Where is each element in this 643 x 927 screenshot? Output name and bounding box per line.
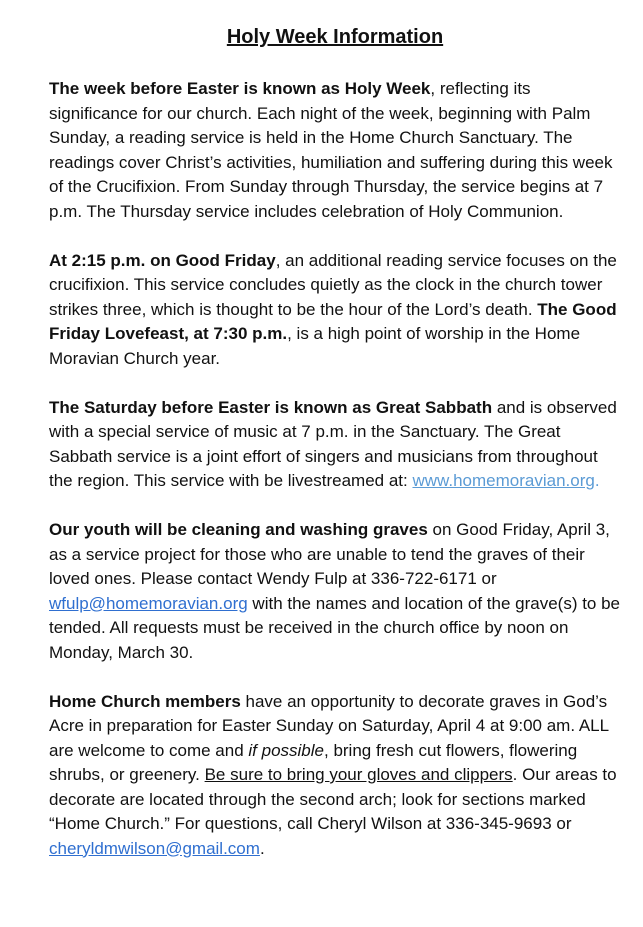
lovefeast-highlight: The Good Friday Lovefeast, at 7:30 p.m. [49,299,617,343]
paragraph-text: , is a high point of worship in the Home Moravian Church year. [49,324,581,368]
paragraph-text: on Good Friday, April 3, as a service project for those who are unable to tend the graves of their loved ones. Please contact Wendy Fulp at 336-722-6171 or [49,520,610,588]
paragraph-lead: Our youth will be cleaning and washing graves [49,520,428,539]
document-page [49,24,621,886]
paragraph-text: . Our areas to decorate are located through the second arch; look for sections marked “Home Church.” For questions, call Cheryl Wilson at 336-345-9693 or [49,765,617,833]
underlined-text: Be sure to bring your gloves and clippers [204,765,513,784]
italic-text: if possible [248,740,324,760]
paragraph-lead: At 2:15 p.m. on Good Friday [49,250,276,270]
paragraph-text: , reflecting its significance for our church. Each night of the week, beginning with Palm Sunday, a reading service is held in the Home Church Sanctuary. The readings cover Christ’s activities, humiliation and suffering during this week of the Crucifixion. From Sunday through Thursday, the service begins at 7 p.m. The Thursday service includes celebration of Holy Communion. [49,79,613,221]
paragraph-lead: The Saturday before Easter is known as Great Sabbath [49,397,493,417]
paragraph-good-friday [49,249,621,372]
wendy-email-link[interactable]: wfulp@homemoravian.org [49,593,248,613]
paragraph-text: have an opportunity to decorate graves in God’s Acre in preparation for Easter Sunday on Saturday, April 4 at 9:00 am. ALL are welcome to come and [49,691,609,760]
cheryl-email-link[interactable]: cheryldmwilson@gmail.com [49,838,260,858]
page-title: Holy Week Information [226,26,444,48]
paragraph-youth-graves [49,518,621,665]
paragraph-great-sabbath [49,396,621,494]
paragraph-holy-week [49,77,621,224]
paragraph-text: . [594,471,600,490]
paragraph-text: , an additional reading service focuses on the crucifixion. This service concludes quietly as the clock in the church tower strikes three, which is thought to be the hour of the Lord’s death. [49,250,617,319]
paragraph-lead: The week before Easter is known as Holy Week [49,79,431,98]
paragraph-text: with the names and location of the grave(s) to be tended. All requests must be received in the church office by noon on Monday, March 30. [49,593,621,662]
website-link[interactable]: www.homemoravian.org [412,471,595,490]
paragraph-text: , bring fresh cut flowers, flowering shrubs, or greenery. [49,740,578,784]
paragraph-home-church [49,690,621,862]
paragraph-text: and is observed with a special service of music at 7 p.m. in the Sanctuary. The Great Sabbath service is a joint effort of singers and musicians from throughout the region. This service with be livestreamed at: [49,397,617,490]
paragraph-lead: Home Church members [49,691,241,711]
paragraph-text: . [259,838,265,858]
